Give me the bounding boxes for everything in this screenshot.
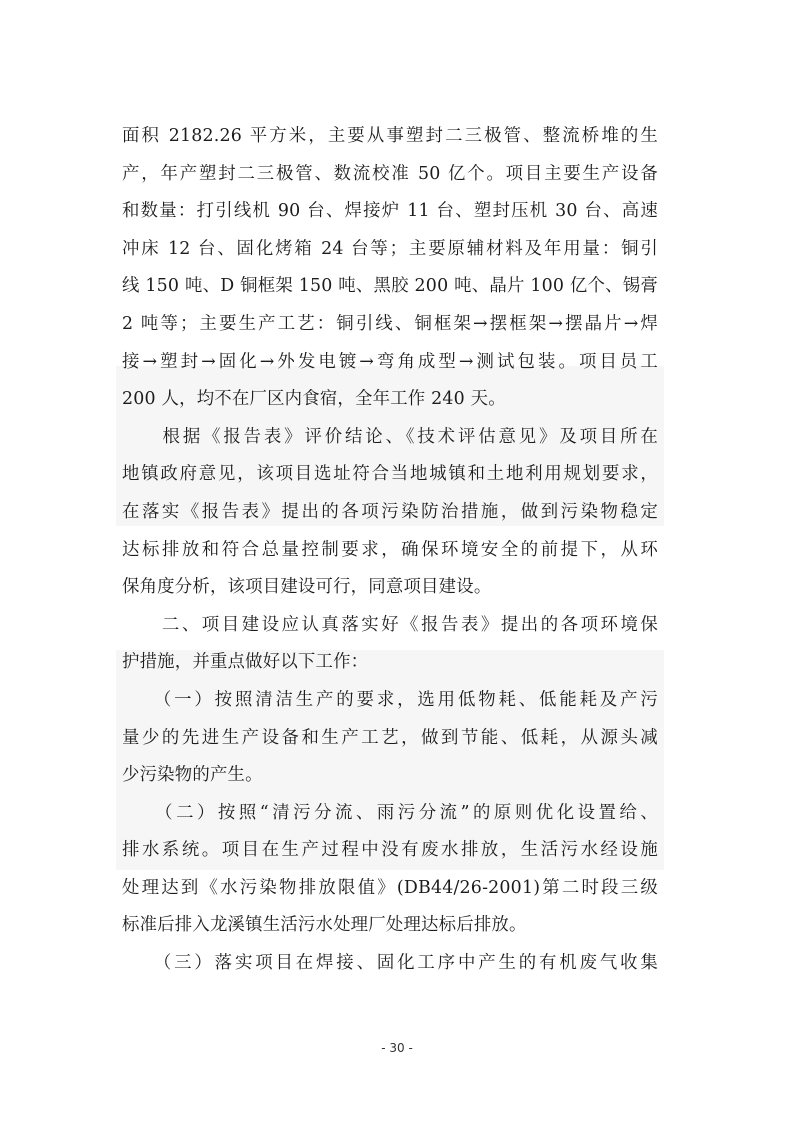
document-body [122, 118, 658, 983]
text-line: 二、项目建设应认真落实好《报告表》提出的各项环境保 [122, 614, 658, 635]
text-line: 地镇政府意见，该项目选址符合当地城镇和土地利用规划要求， [122, 464, 658, 485]
text-line: 排水系统。项目在生产过程中没有废水排放，生活污水经设施 [122, 840, 658, 861]
text-line: 保角度分析，该项目建设可行，同意项目建设。 [122, 577, 492, 598]
text-line: 护措施，并重点做好以下工作： [122, 652, 369, 673]
text-line: 线 150 吨、D 铜框架 150 吨、黑胶 200 吨、晶片 100 亿个、锡膏 [122, 276, 658, 297]
text-line: 2 吨等；主要生产工艺：铜引线、铜框架→摆框架→摆晶片→焊 [122, 313, 658, 334]
text-line: 根据《报告表》评价结论、《技术评估意见》及项目所在 [122, 426, 658, 447]
text-line: 冲床 12 台、固化烤箱 24 台等；主要原辅材料及年用量：铜引 [122, 238, 658, 259]
text-line: 面积 2182.26 平方米，主要从事塑封二三极管、整流桥堆的生 [122, 126, 658, 146]
text-line: 产，年产塑封二三极管、数流校准 50 亿个。项目主要生产设备 [122, 163, 658, 184]
text-line: 达标排放和符合总量控制要求，确保环境安全的前提下，从环 [122, 539, 658, 560]
text-line: 处理达到《水污染物排放限值》(DB44/26-2001)第二时段三级 [122, 877, 658, 898]
text-line: 少污染物的产生。 [122, 765, 263, 786]
text-line: 200 人，均不在厂区内食宿，全年工作 240 天。 [122, 389, 506, 410]
text-line: （三）落实项目在焊接、固化工序中产生的有机废气收集 [122, 953, 658, 974]
text-line: （一）按照清洁生产的要求，选用低物耗、低能耗及产污 [122, 689, 658, 710]
text-line: 量少的先进生产设备和生产工艺，做到节能、低耗，从源头减 [122, 727, 658, 748]
text-line: 和数量：打引线机 90 台、焊接炉 11 台、塑封压机 30 台、高速 [122, 201, 658, 222]
text-line: （二）按照“清污分流、雨污分流”的原则优化设置给、 [122, 802, 658, 823]
page-number: - 30 - [381, 1041, 413, 1055]
text-line: 接→塑封→固化→外发电镀→弯角成型→测试包装。项目员工 [122, 351, 658, 372]
text-line: 在落实《报告表》提出的各项污染防治措施，做到污染物稳定 [122, 501, 658, 522]
text-line: 标准后排入龙溪镇生活污水处理厂处理达标后排放。 [122, 915, 527, 936]
